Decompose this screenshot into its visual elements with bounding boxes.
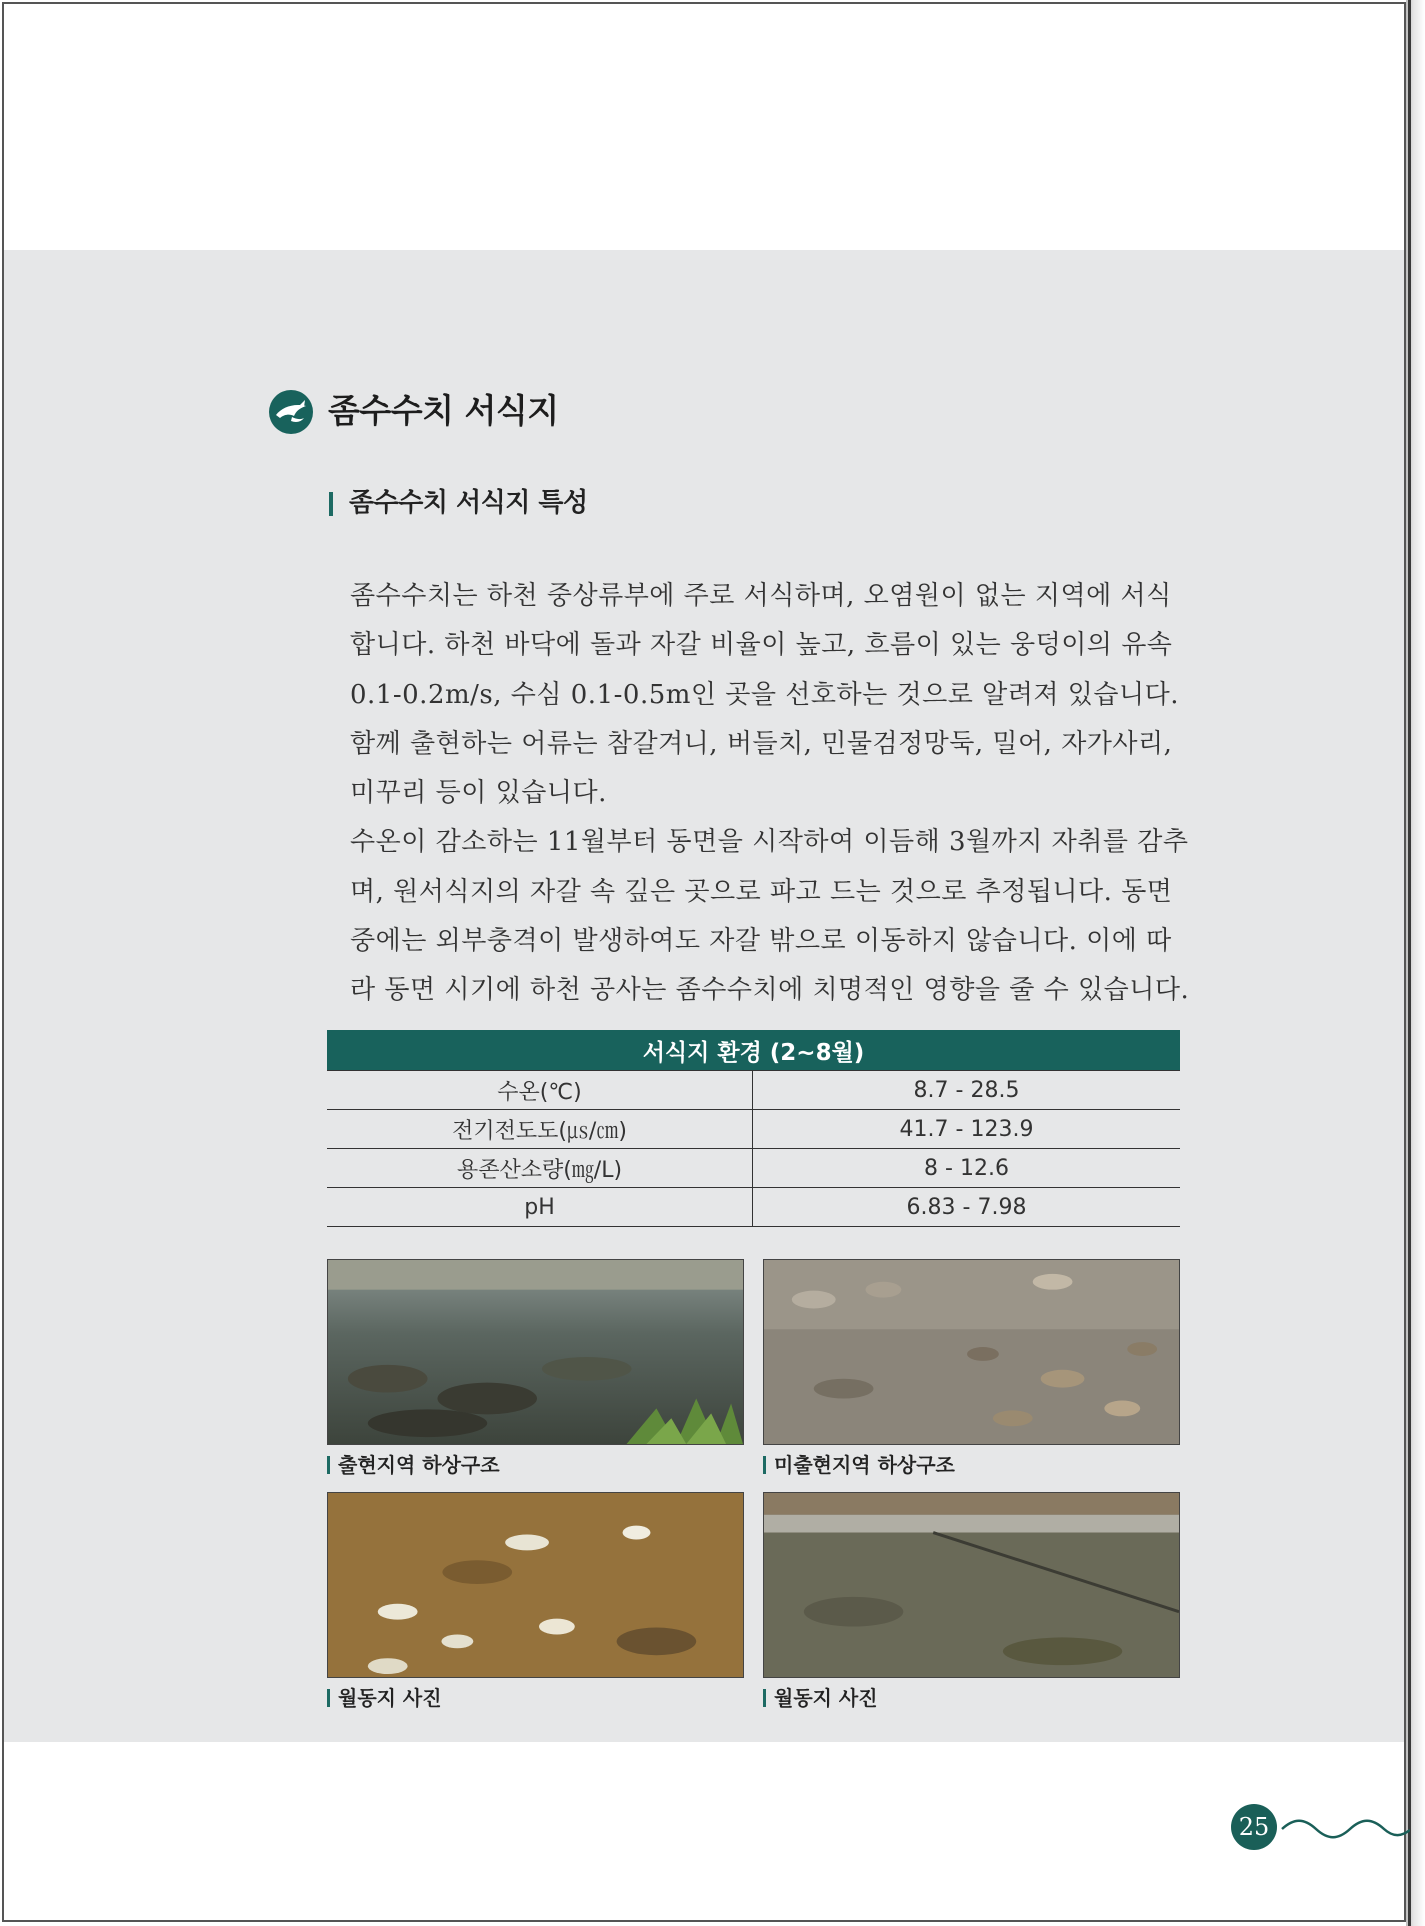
habitat-environment-table	[327, 1030, 1180, 1227]
table-cell-value: 8 - 12.6	[753, 1149, 1181, 1188]
body-line: 함께 출현하는 어류는 참갈겨니, 버들치, 민물검정망둑, 밀어, 자가사리,	[350, 728, 1173, 759]
table-row	[327, 1071, 1180, 1110]
table-cell-label: 용존산소량(㎎/L)	[327, 1149, 753, 1188]
body-paragraph	[350, 572, 1190, 1016]
caption-wintering-1: 월동지 사진	[327, 1683, 442, 1713]
table-cell-label: pH	[327, 1188, 753, 1227]
page-number: 25	[1231, 1804, 1277, 1850]
table-cell-label: 전기전도도(㎲/㎝)	[327, 1110, 753, 1149]
photo-occurrence-riverbed	[327, 1259, 744, 1445]
body-line: 중에는 외부충격이 발생하여도 자갈 밖으로 이동하지 않습니다. 이에 따	[350, 926, 1172, 957]
caption-wintering-2: 월동지 사진	[763, 1683, 878, 1713]
table-cell-value: 6.83 - 7.98	[753, 1188, 1181, 1227]
table-row	[327, 1149, 1180, 1188]
caption-non-occurrence: 미출현지역 하상구조	[763, 1450, 955, 1480]
body-line: 미꾸리 등이 있습니다.	[350, 778, 607, 809]
subsection-title: 좀수수치 서식지 특성	[349, 488, 588, 518]
body-line: 합니다. 하천 바닥에 돌과 자갈 비율이 높고, 흐름이 있는 웅덩이의 유속	[350, 630, 1173, 661]
body-line: 좀수수치는 하천 중상류부에 주로 서식하며, 오염원이 없는 지역에 서식	[350, 581, 1172, 611]
photo-wintering-site-2	[763, 1492, 1180, 1678]
table-cell-value: 8.7 - 28.5	[753, 1071, 1181, 1110]
body-line: 라 동면 시기에 하천 공사는 좀수수치에 치명적인 영향을 줄 수 있습니다.	[350, 975, 1190, 1006]
photo-non-occurrence-riverbed	[763, 1259, 1180, 1445]
table-cell-value: 41.7 - 123.9	[753, 1110, 1181, 1149]
table-cell-label: 수온(℃)	[327, 1071, 753, 1110]
subtitle-marker	[329, 492, 333, 516]
page-edge-line	[1408, 0, 1411, 1926]
photo-wintering-site-1	[327, 1492, 744, 1678]
body-line: 0.1-0.2m/s, 수심 0.1-0.5m인 곳을 선호하는 것으로 알려져 있습니다.	[350, 679, 1179, 710]
body-line: 수온이 감소하는 11월부터 동면을 시작하여 이듬해 3월까지 자취를 감추	[350, 827, 1189, 858]
section-title: 좀수수치 서식지	[328, 391, 559, 430]
table-row	[327, 1188, 1180, 1227]
table-row	[327, 1110, 1180, 1149]
wave-decoration	[1280, 1812, 1410, 1842]
caption-occurrence: 출현지역 하상구조	[327, 1450, 500, 1480]
table-header: 서식지 환경 (2~8월)	[327, 1030, 1180, 1071]
body-line: 며, 원서식지의 자갈 속 깊은 곳으로 파고 드는 것으로 추정됩니다. 동면	[350, 876, 1173, 907]
fish-emblem-icon	[268, 389, 314, 435]
